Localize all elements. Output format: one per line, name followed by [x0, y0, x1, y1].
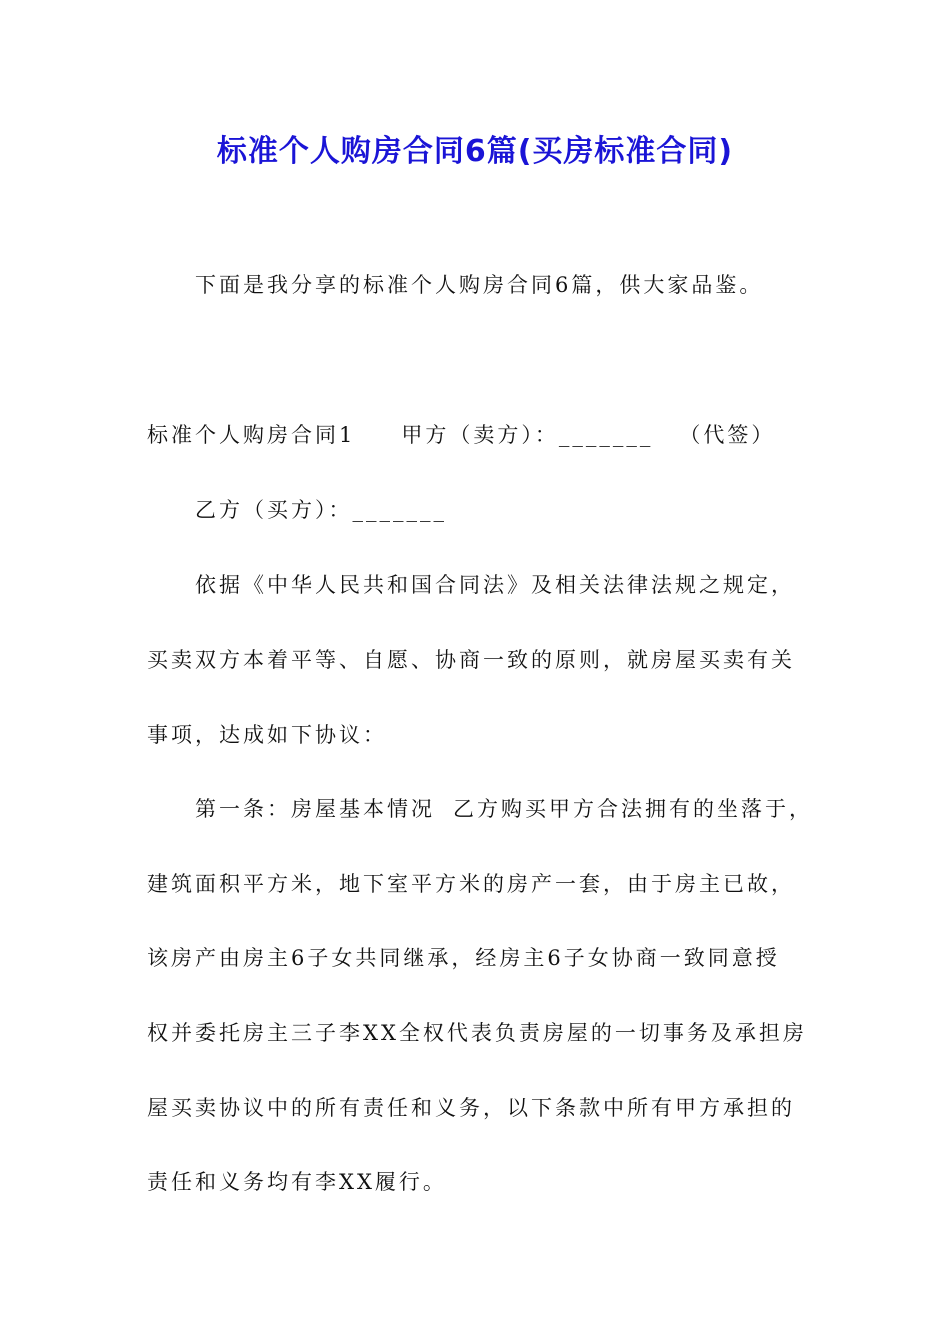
paragraph-2-line-5: 屋买卖协议中的所有责任和义务，以下条款中所有甲方承担的 [147, 1096, 795, 1120]
paragraph-1-line-3: 事项，达成如下协议： [147, 723, 387, 747]
paragraph-1-line-1: 依据《中华人民共和国合同法》及相关法律法规之规定， [195, 573, 795, 597]
contract-heading-line [147, 417, 775, 453]
article-1-title: 第一条：房屋基本情况 [195, 797, 435, 821]
paragraph-2-line-1: 乙方购买甲方合法拥有的坐落于， [453, 797, 813, 821]
party-b: 乙方（买方）：_______ [195, 498, 447, 522]
intro-line: 下面是我分享的标准个人购房合同6篇，供大家品鉴。 [195, 273, 764, 297]
paragraph-2-line-6: 责任和义务均有李XX履行。 [147, 1170, 447, 1194]
paragraph-2-line-2: 建筑面积平方米，地下室平方米的房产一套，由于房主已故， [147, 872, 795, 896]
document-title: 标准个人购房合同6篇(买房标准合同) [216, 134, 734, 169]
party-a: 甲方（卖方）：_______ [401, 423, 654, 447]
contract-heading: 标准个人购房合同1 [147, 423, 356, 447]
paragraph-2-line-4: 权并委托房主三子李XX全权代表负责房屋的一切事务及承担房 [147, 1021, 807, 1045]
party-a-note: （代签） [679, 423, 776, 447]
paragraph-2-line-3: 该房产由房主6子女共同继承，经房主6子女协商一致同意授 [147, 946, 780, 970]
paragraph-1-line-2: 买卖双方本着平等、自愿、协商一致的原则，就房屋买卖有关 [147, 648, 795, 672]
article-1-line [195, 791, 813, 827]
